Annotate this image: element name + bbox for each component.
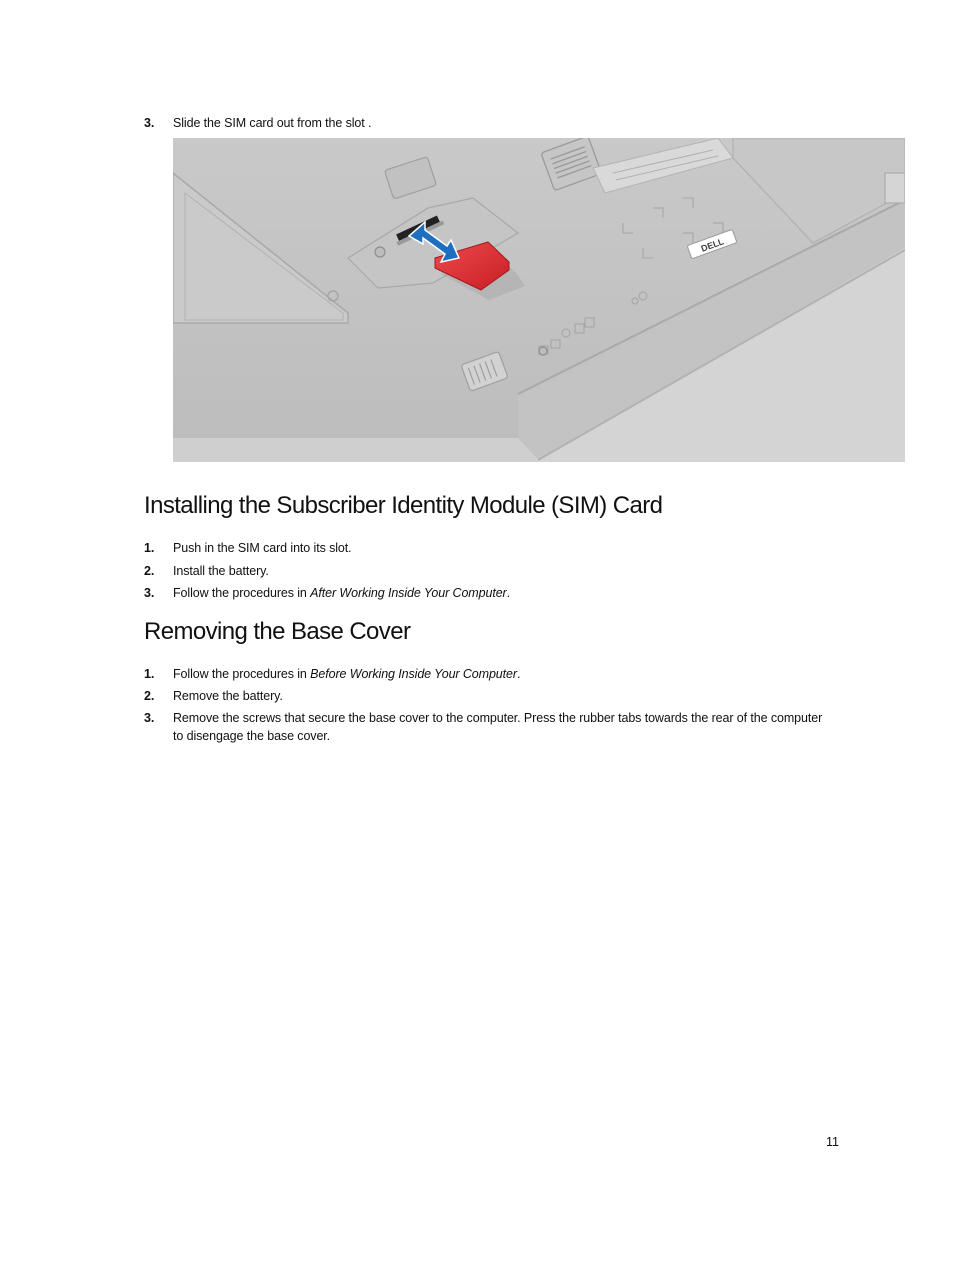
step-number: 2. bbox=[144, 689, 155, 703]
laptop-sim-slot-figure bbox=[173, 138, 905, 462]
step-number: 3. bbox=[144, 711, 155, 725]
step-number: 1. bbox=[144, 667, 155, 681]
step-number: 1. bbox=[144, 541, 155, 555]
page-number: 11 bbox=[826, 1135, 839, 1149]
laptop-base-illustration bbox=[173, 138, 905, 462]
step-text: Remove the battery. bbox=[173, 689, 283, 703]
step-text: Follow the procedures in Before Working Inside Your Computer. bbox=[173, 667, 521, 681]
cross-reference-link[interactable]: Before Working Inside Your Computer bbox=[310, 667, 517, 681]
step-number: 3. bbox=[144, 116, 155, 130]
step-text: Remove the screws that secure the base cover to the computer. Press the rubber tabs towards the rear of the computer to disengage the base cover. bbox=[173, 711, 823, 743]
cross-reference-link[interactable]: After Working Inside Your Computer bbox=[310, 586, 507, 600]
step-text: Install the battery. bbox=[173, 564, 269, 578]
section-heading-install-sim: Installing the Subscriber Identity Module (SIM) Card bbox=[144, 492, 663, 519]
dell-logo: DELL bbox=[699, 236, 726, 254]
step-text: Push in the SIM card into its slot. bbox=[173, 541, 352, 555]
step-text: Slide the SIM card out from the slot . bbox=[173, 116, 372, 130]
step-text: Follow the procedures in After Working Inside Your Computer. bbox=[173, 586, 510, 600]
step-number: 2. bbox=[144, 564, 155, 578]
section-heading-remove-base-cover: Removing the Base Cover bbox=[144, 618, 411, 645]
step-number: 3. bbox=[144, 586, 155, 600]
